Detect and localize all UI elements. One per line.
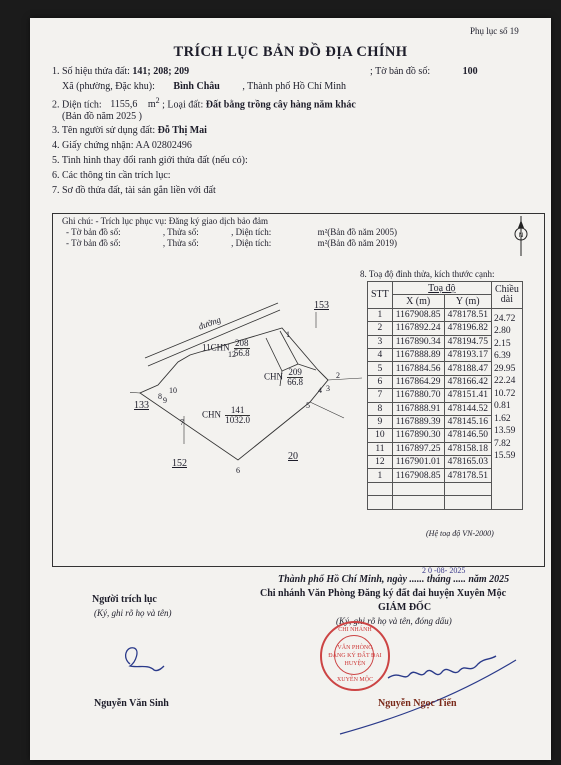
director-title: GIÁM ĐỐC (378, 602, 432, 613)
parcel-208-outline (266, 331, 298, 371)
edge-length: 7.82 (493, 438, 511, 449)
cell-x: 1167880.70 (392, 389, 444, 402)
map-year: (Bản đồ năm 2025 ) (62, 111, 142, 122)
cell-y: 478188.47 (444, 362, 491, 375)
vertex-2: 2 (336, 371, 340, 380)
edge-length: 2.80 (493, 326, 511, 337)
edge-length: 22.24 (493, 376, 516, 387)
note-purpose: Ghi chú: - Trích lục phục vụ: Đăng ký giao dịch bảo đảm (62, 216, 268, 226)
vertex-4: 4 (318, 386, 322, 395)
edge-length: 15.59 (493, 451, 516, 462)
col-x: X (m) (392, 295, 444, 308)
edge-length: 24.72 (493, 313, 516, 324)
cell-stt: 1 (368, 469, 393, 482)
cell-stt: 4 (368, 348, 393, 361)
ward-name: Bình Châu (173, 81, 220, 92)
vertex-9: 9 (163, 396, 167, 405)
neighbor-20: 20 (288, 451, 298, 462)
cell-x: 1167897.25 (392, 442, 444, 455)
line-sheet: ; Tờ bản đồ số: 100 (370, 66, 478, 77)
neighbor-153: 153 (314, 300, 329, 311)
cell-x: 1167864.29 (392, 375, 444, 388)
edge-length: 1.62 (493, 413, 511, 424)
cell-y: 478158.18 (444, 442, 491, 455)
cell-stt: 3 (368, 335, 393, 348)
col-stt: STT (368, 282, 393, 309)
vertex-12: 12 (228, 350, 236, 359)
note-2019: - Tờ bản đồ số: , Thửa số: , Diện tích: m²(Bản đồ năm 2019) (66, 238, 397, 248)
cell-stt: 7 (368, 389, 393, 402)
cell-y: 478178.51 (444, 308, 491, 321)
line-cert: 4. Giấy chứng nhận: AA 02802496 (52, 140, 192, 151)
road-label: đường (196, 314, 223, 332)
cert-number: AA 02802496 (135, 140, 192, 151)
cell-stt: 9 (368, 415, 393, 428)
cell-x: 1167908.85 (392, 469, 444, 482)
line-info: 6. Các thông tin cần trích lục: (52, 170, 171, 181)
vertex-8: 8 (158, 392, 162, 401)
note-2005: - Tờ bản đồ số: , Thửa số: , Diện tích: m²(Bản đồ năm 2005) (66, 227, 397, 237)
cell-stt: 5 (368, 362, 393, 375)
edge-length: 2.15 (493, 338, 511, 349)
neighbor-line-20 (310, 402, 344, 418)
cell-y: 478145.16 (444, 415, 491, 428)
cell-x: 1167888.91 (392, 402, 444, 415)
cell-x: 1167892.24 (392, 322, 444, 335)
cell-x: 1167888.89 (392, 348, 444, 361)
edge-length: 6.39 (493, 351, 511, 362)
cell-y: 478196.82 (444, 322, 491, 335)
office-name: Chi nhánh Văn Phòng Đăng ký đất đai huyện Xuyên Mộc (260, 588, 507, 599)
extractor-title: Người trích lục (92, 594, 157, 605)
extractor-note: (Ký, ghi rõ họ và tên) (94, 608, 172, 618)
cell-stt: 1 (368, 308, 393, 321)
cell-y: 478144.52 (444, 402, 491, 415)
appendix-label: Phụ lục số 19 (470, 26, 519, 36)
director-signature-icon (330, 630, 520, 740)
cell-y: 478151.41 (444, 389, 491, 402)
extractor-signature-icon (118, 638, 168, 678)
line-area: 2. Diện tích: 1155,6 $m^2$ ; Loại đất: Đất bằng trồng cây hàng năm khác (52, 96, 356, 111)
cell-x: 1167884.56 (392, 362, 444, 375)
coord-system: (Hệ toạ độ VN-2000) (426, 529, 494, 538)
land-type: Đất bằng trồng cây hàng năm khác (205, 99, 356, 111)
director-note: (Ký, ghi rõ họ và tên, đóng dấu) (336, 616, 452, 626)
col-length: Chiều dài (491, 282, 522, 309)
area-value: 1155,6 (110, 99, 138, 111)
cell-y: 478178.51 (444, 469, 491, 482)
cell-x: 1167890.34 (392, 335, 444, 348)
north-label: N (518, 232, 524, 239)
table-row (368, 308, 523, 321)
edge-length: 29.95 (493, 363, 516, 374)
owner-name: Đỗ Thị Mai (157, 125, 207, 136)
edge-length: 13.59 (493, 426, 516, 437)
coords-heading: 8. Toạ độ đỉnh thửa, kích thước cạnh: (360, 269, 495, 279)
vertex-1: 1 (286, 330, 290, 339)
cell-y: 478146.50 (444, 429, 491, 442)
date-line: Thành phố Hồ Chí Minh, ngày ...... tháng ..... năm 2025 (278, 574, 510, 585)
extractor-name: Nguyễn Văn Sinh (94, 698, 169, 709)
coords-table (367, 281, 523, 510)
vertex-3: 3 (326, 384, 330, 393)
cell-stt: 8 (368, 402, 393, 415)
cell-stt: 10 (368, 429, 393, 442)
office-seal: CHI NHÁNH VĂN PHÒNG ĐĂNG KÝ ĐẤT ĐAI HUYỆN XUYÊN MỘC (320, 621, 390, 691)
cell-x: 1167890.30 (392, 429, 444, 442)
cell-x: 1167901.01 (392, 456, 444, 469)
cell-stt: 2 (368, 322, 393, 335)
col-y: Y (m) (444, 295, 491, 308)
cell-stt: 11 (368, 442, 393, 455)
parcel-sketch (130, 298, 370, 488)
neighbor-152: 152 (172, 458, 187, 469)
vertex-10: 10 (169, 386, 177, 395)
line-parcel: 1. Số hiệu thửa đất: 141; 208; 209 (52, 66, 190, 77)
line-owner: 3. Tên người sử dụng đất: Đỗ Thị Mai (52, 125, 207, 136)
cell-stt: 12 (368, 456, 393, 469)
parcel-209-label: CHN $\frac{209}{66.8}$ (264, 367, 304, 387)
parcel-141-label: CHN $\frac{141}{1032.0}$ (202, 405, 251, 425)
cell-x: 1167889.39 (392, 415, 444, 428)
vertex-7: 7 (180, 418, 184, 427)
edge-length: 0.81 (493, 401, 511, 412)
parcel-ids: 141; 208; 209 (132, 66, 190, 77)
vertex-5: 5 (306, 401, 310, 410)
document-sheet (30, 18, 551, 760)
director-name: Nguyễn Ngọc Tiến (378, 698, 457, 709)
parcel-208-label: 11CHN $\frac{208}{56.8}$ (202, 338, 250, 358)
document-title: TRÍCH LỤC BẢN ĐỒ ĐỊA CHÍNH (173, 44, 408, 60)
edge-length: 10.72 (493, 388, 516, 399)
vertex-6: 6 (236, 466, 240, 475)
lengths-column (491, 308, 522, 509)
cell-x: 1167908.85 (392, 308, 444, 321)
line-diagram: 7. Sơ đồ thửa đất, tài sản gắn liền với đất (52, 185, 216, 196)
col-toado: Toạ độ (392, 282, 491, 295)
neighbor-line-2 (328, 378, 362, 380)
neighbor-133: 133 (134, 400, 149, 411)
neighbor-line-133 (130, 392, 140, 393)
date-stamp: 2 0 -08- 2025 (422, 566, 466, 575)
sheet-number: 100 (462, 66, 478, 77)
cell-y: 478166.42 (444, 375, 491, 388)
cell-y: 478193.17 (444, 348, 491, 361)
cell-stt: 6 (368, 375, 393, 388)
north-arrow-icon (510, 214, 532, 258)
cell-y: 478194.75 (444, 335, 491, 348)
line-boundary-change: 5. Tình hình thay đổi ranh giới thửa đất (nếu có): (52, 155, 248, 166)
cell-y: 478165.03 (444, 456, 491, 469)
line-ward: Xã (phường, Đặc khu): Bình Châu , Thành phố Hồ Chí Minh (62, 81, 347, 92)
